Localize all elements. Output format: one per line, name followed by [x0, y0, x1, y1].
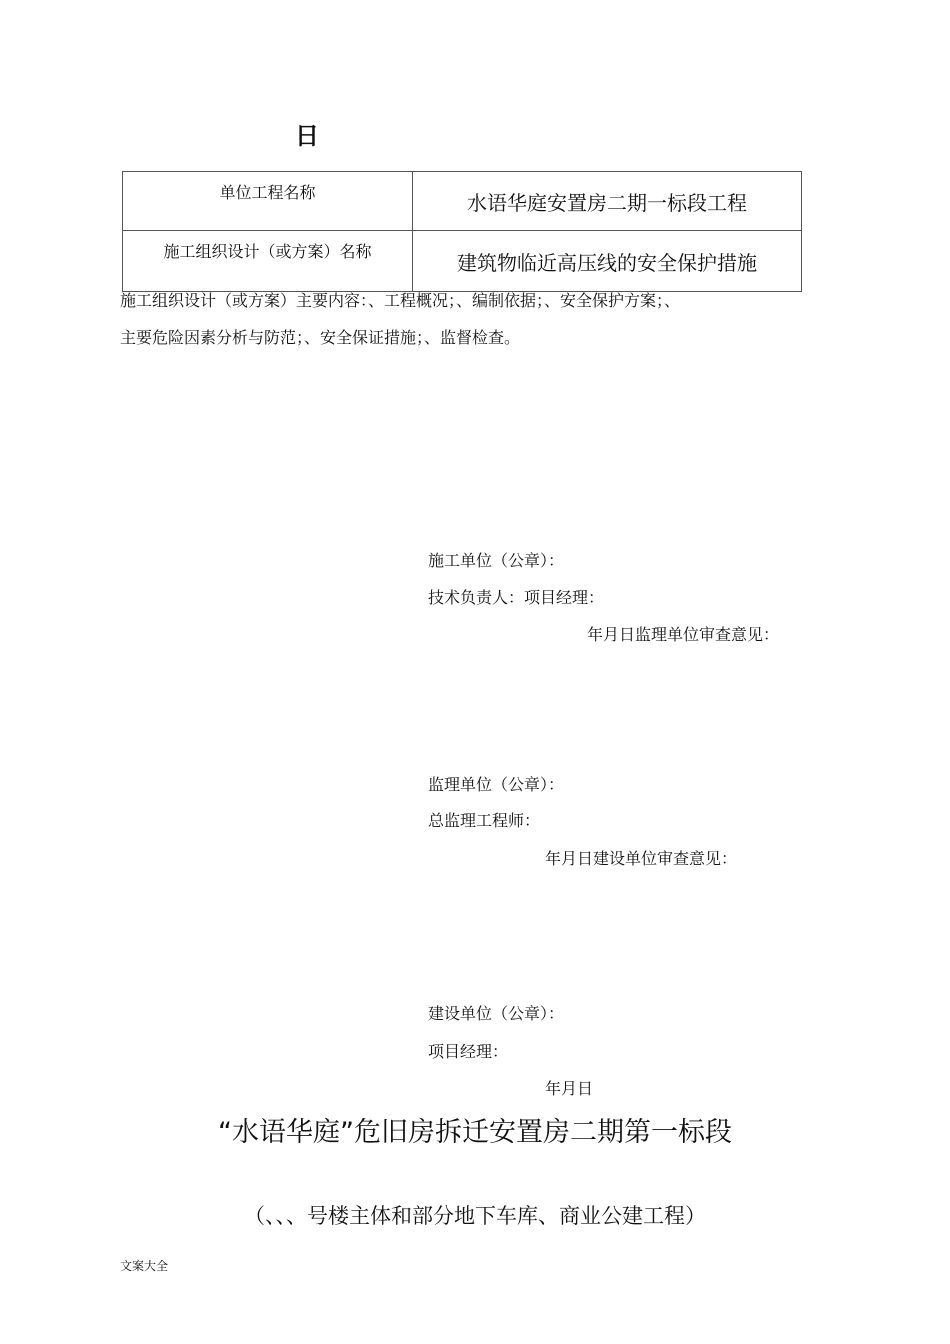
- content-line-2: 主要危险因素分析与防范；、安全保证措施；、监督检查。: [120, 328, 521, 347]
- project-info-table: [122, 171, 802, 292]
- construction-date-supervision-review: 年月日监理单位审查意见：: [587, 625, 780, 644]
- footer-text: 文案大全: [120, 1259, 169, 1273]
- unit-project-name-value: 水语华庭安置房二期一标段工程: [413, 172, 802, 231]
- table-row: [123, 231, 802, 292]
- chief-supervision-engineer: 总监理工程师：: [428, 811, 541, 830]
- supervision-unit-seal: 监理单位（公章）：: [428, 775, 565, 794]
- owner-project-manager: 项目经理：: [428, 1042, 509, 1061]
- owner-date: 年月日: [545, 1079, 594, 1098]
- construction-unit-seal: 施工单位（公章）：: [428, 551, 565, 570]
- construction-persons: 技术负责人：项目经理：: [428, 588, 605, 607]
- content-line-1: 施工组织设计（或方案）主要内容：、工程概况；、编制依据；、安全保护方案；、: [120, 291, 681, 310]
- unit-project-name-label: 单位工程名称: [123, 172, 413, 231]
- header-mark: 日: [295, 122, 319, 150]
- design-name-value: 建筑物临近高压线的安全保护措施: [413, 231, 802, 292]
- design-name-label: 施工组织设计（或方案）名称: [123, 231, 413, 292]
- table-row: [123, 172, 802, 231]
- project-title-sub: （、、、号楼主体和部分地下车库、商业公建工程）: [244, 1204, 706, 1228]
- supervision-date-owner-review: 年月日建设单位审查意见：: [545, 849, 738, 868]
- project-title-main: “水语华庭”危旧房拆迁安置房二期第一标段: [218, 1117, 732, 1148]
- owner-unit-seal: 建设单位（公章）：: [428, 1004, 565, 1023]
